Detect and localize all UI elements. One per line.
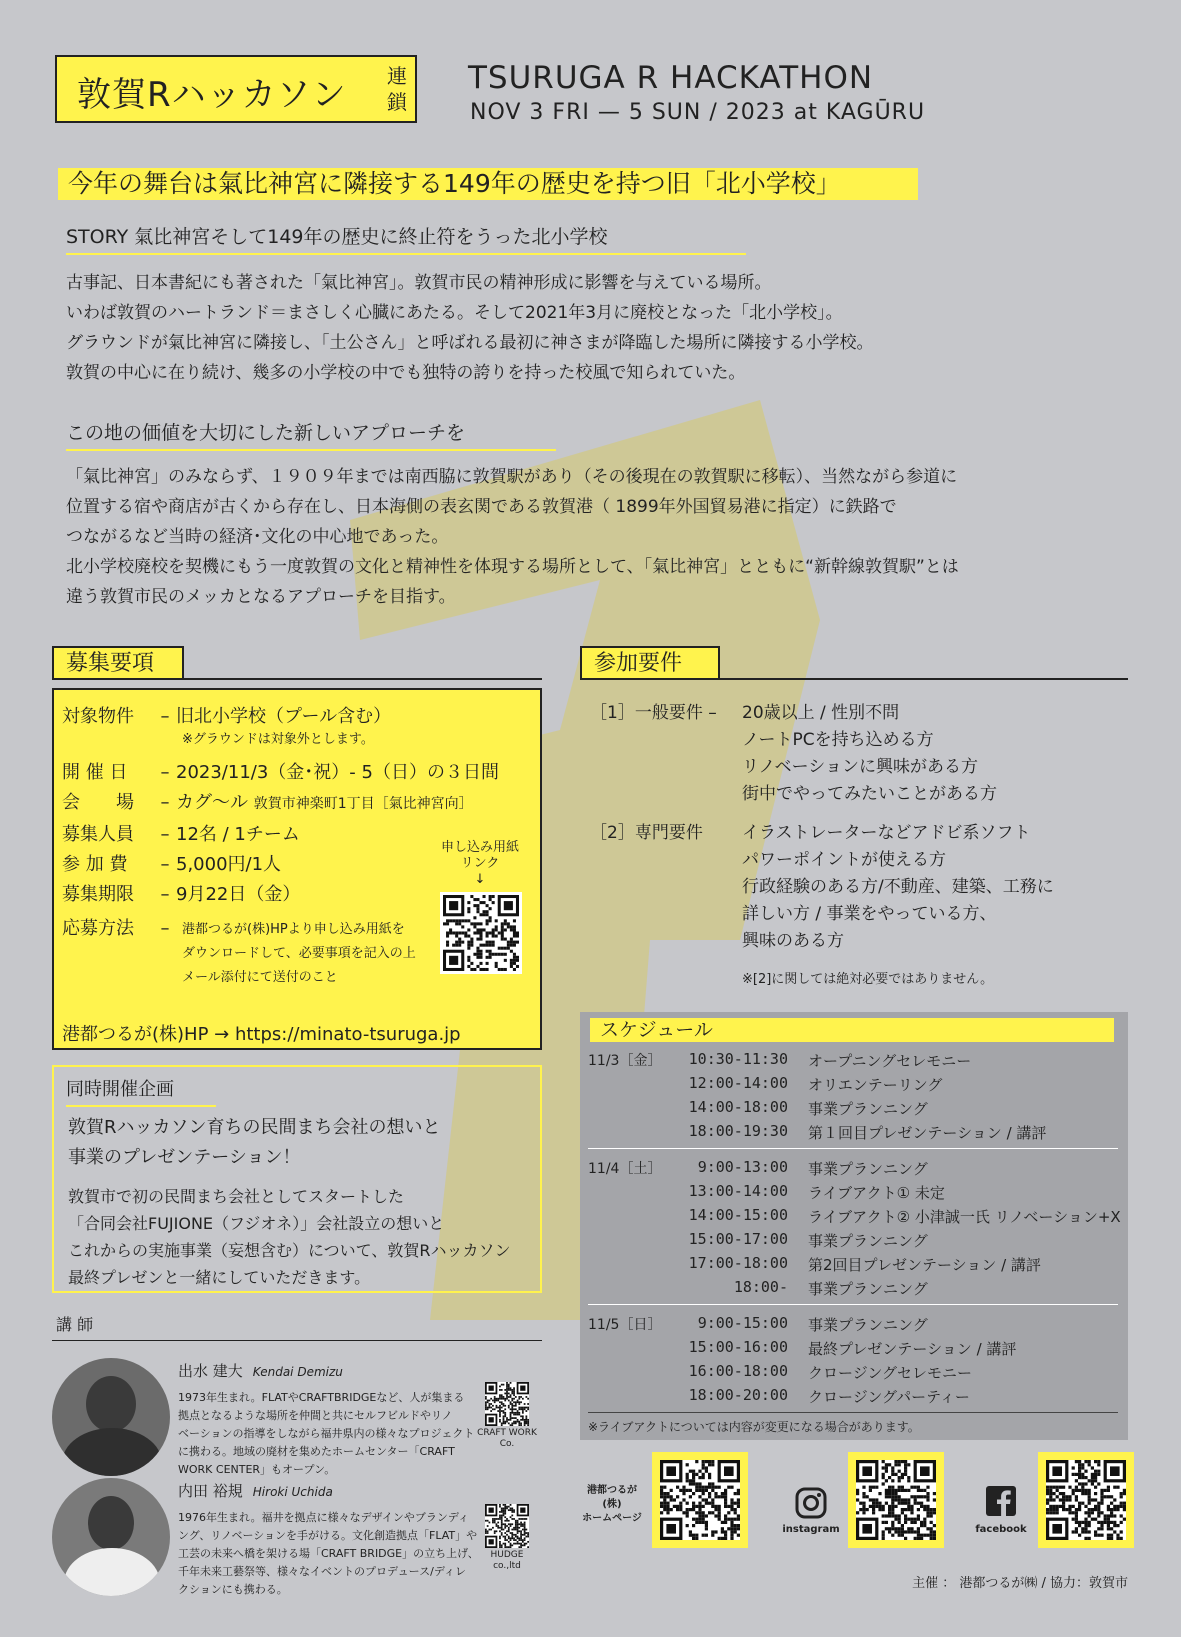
boshu-rule xyxy=(52,678,542,680)
special-requirements-list xyxy=(742,820,1054,955)
approach-line: つながるなど当時の経済･文化の中心地であった。 xyxy=(66,527,449,547)
row-dash: – xyxy=(160,854,170,875)
schedule-event: クロージングセレモニー xyxy=(808,1364,973,1382)
title-vertical-text: 連鎖 xyxy=(387,64,407,114)
row-key: 開 催 日 xyxy=(62,762,128,783)
lecturer-heading: 講 師 xyxy=(56,1315,94,1334)
concurrent-line: 最終プレゼンと一緒にしていただきます。 xyxy=(68,1268,371,1287)
schedule-time: 16:00-18:00 xyxy=(688,1362,788,1380)
boshu-row-date xyxy=(62,758,499,784)
apply-line: 港都つるが(株)HPより申し込み用紙を xyxy=(182,922,405,937)
row-key: 募集期限 xyxy=(62,884,134,905)
row-value: 12名 / 1チーム xyxy=(176,824,300,845)
req-dash: – xyxy=(708,703,717,723)
row-dash: – xyxy=(160,918,170,939)
schedule-time: 9:00-13:00 xyxy=(697,1158,788,1176)
row-value: カグ～ル xyxy=(176,792,248,813)
qr-label-line: Co. xyxy=(499,1439,515,1449)
schedule-event: オープニングセレモニー xyxy=(808,1052,972,1070)
boshu-box xyxy=(52,688,542,1050)
requirements-heading: 参加要件 xyxy=(580,646,720,680)
boshu-row-apply xyxy=(62,914,176,940)
schedule-event: 事業プランニング xyxy=(808,1160,928,1178)
schedule-event: オリエンテーリング xyxy=(808,1076,943,1094)
apply-text xyxy=(182,918,416,990)
ground-note: ※グラウンドは対象外とします。 xyxy=(182,732,374,747)
row-dash: – xyxy=(160,792,170,813)
general-requirements-list xyxy=(742,700,997,808)
row-value: 9月22日（金） xyxy=(176,884,301,905)
qr-label xyxy=(432,840,528,888)
qr-icon xyxy=(485,1504,529,1548)
lecturer-demizu xyxy=(178,1360,474,1479)
bio-line: 工芸の未来へ橋を架ける場「CRAFT BRIDGE」の立ち上げ、 xyxy=(178,1547,479,1560)
row-value: 旧北小学校（プール含む） xyxy=(176,706,392,727)
story-line: 古事記、日本書紀にも著された「氣比神宮」。敦賀市民の精神形成に影響を与えている場所。 xyxy=(66,273,772,293)
approach-heading: この地の価値を大切にした新しいアプローチを xyxy=(66,418,556,451)
concurrent-text xyxy=(68,1183,510,1291)
approach-line: 位置する宿や商店が古くから存在し、日本海側の表玄関である敦賀港（ 1899年外国貿易港に指定）に鉄路で xyxy=(66,497,897,517)
qr-label-line: 申し込み用紙 xyxy=(440,840,519,855)
hp-label-line: 港都つるが(株) xyxy=(587,1485,637,1510)
headline: 今年の舞台は氣比神宮に隣接する149年の歴史を持つ旧「北小学校」 xyxy=(58,168,918,200)
schedule-time: 10:30-11:30 xyxy=(688,1050,788,1068)
lecturer-photo-uchida xyxy=(52,1478,170,1596)
schedule-event: 事業プランニング xyxy=(808,1316,928,1334)
schedule-event: 第2回目プレゼンテーション / 講評 xyxy=(808,1256,1041,1274)
row-key: 参 加 費 xyxy=(62,854,128,875)
concurrent-box xyxy=(52,1065,542,1293)
instagram-qr-code[interactable] xyxy=(848,1452,944,1548)
schedule-time: 14:00-18:00 xyxy=(688,1098,788,1116)
row-dash: – xyxy=(160,884,170,905)
bio-line: WORK CENTER」もオープン。 xyxy=(178,1463,336,1476)
concurrent-heading: 同時開催企画 xyxy=(66,1075,216,1107)
schedule-time: 12:00-14:00 xyxy=(688,1074,788,1092)
title-box xyxy=(55,55,417,123)
req-item: リノベーションに興味がある方 xyxy=(742,757,978,777)
schedule-day: 11/4［土］ xyxy=(588,1161,662,1177)
arrow-down-icon: ↓ xyxy=(474,872,486,887)
row-dash: – xyxy=(160,706,170,727)
schedule-time: 14:00-15:00 xyxy=(688,1206,788,1224)
schedule-event: 事業プランニング xyxy=(808,1100,928,1118)
story-heading: STORY 氣比神宮そして149年の歴史に終止符をうった北小学校 xyxy=(66,222,746,255)
schedule-divider xyxy=(588,1304,1118,1305)
lecturer-name-en: Kendai Demizu xyxy=(252,1365,343,1379)
concurrent-line: 「合同会社FUJIONE（フジオネ）」会社設立の想いと xyxy=(68,1214,445,1233)
schedule-day: 11/3［金］ xyxy=(588,1053,662,1069)
qr-label-line: co.,ltd xyxy=(493,1561,521,1571)
bio-line: に携わる。地域の廃材を集めたホームセンター「CRAFT xyxy=(178,1445,455,1458)
qr-icon xyxy=(485,1382,529,1426)
schedule-time: 17:00-18:00 xyxy=(688,1254,788,1272)
row-dash: – xyxy=(160,824,170,845)
schedule-heading: スケジュール xyxy=(590,1018,1114,1042)
schedule-divider xyxy=(588,1148,1118,1149)
application-qr-code[interactable] xyxy=(440,892,522,974)
row-dash: – xyxy=(160,762,170,783)
general-requirements-label xyxy=(590,700,717,727)
boshu-row-property xyxy=(62,702,391,728)
qr-icon xyxy=(856,1460,936,1540)
boshu-row-deadline xyxy=(62,880,300,906)
req-item: 興味のある方 xyxy=(742,931,844,951)
row-key: 応募方法 xyxy=(62,918,134,939)
venue-address: 敦賀市神楽町1丁目［氣比神宮向］ xyxy=(253,796,473,812)
schedule-event: 事業プランニング xyxy=(808,1232,928,1250)
row-value: 5,000円/1人 xyxy=(176,854,282,875)
story-line: グラウンドが氣比神宮に隣接し、「土公さん」と呼ばれる最初に神さまが降臨した場所に隣接する小学校。 xyxy=(66,333,874,353)
boshu-row-capacity xyxy=(62,820,300,846)
lead-line: 敦賀Rハッカソン育ちの民間まち会社の想いと xyxy=(68,1117,441,1138)
uchida-qr-label xyxy=(470,1550,544,1572)
req-item: 20歳以上 / 性別不問 xyxy=(742,703,900,723)
hp-qr-label xyxy=(582,1484,642,1526)
special-requirements-label: ［2］専門要件 xyxy=(590,823,703,843)
schedule-time: 18:00-20:00 xyxy=(688,1386,788,1404)
schedule-time: 13:00-14:00 xyxy=(688,1182,788,1200)
row-key: 会 場 xyxy=(62,792,134,813)
bio-line: 1976年生まれ。福井を拠点に様々なデザインやブランディ xyxy=(178,1511,470,1524)
boshu-heading: 募集要項 xyxy=(52,646,184,680)
schedule-time: 15:00-17:00 xyxy=(688,1230,788,1248)
bio-line: ベーションの指導をしながら福井県内の様々なプロジェクト xyxy=(178,1427,475,1440)
lecturer-name: 出水 建大 xyxy=(178,1362,243,1380)
boshu-row-fee xyxy=(62,850,281,876)
approach-line: 違う敦賀市民のメッカとなるアプローチを目指す。 xyxy=(66,587,456,607)
schedule-time: 18:00-19:30 xyxy=(688,1122,788,1140)
apply-line: メール添付にて送付のこと xyxy=(182,970,338,985)
schedule-event: ライブアクト① 未定 xyxy=(808,1184,945,1202)
req-item: パワーポイントが使える方 xyxy=(742,850,946,870)
qr-label-line: リンク xyxy=(460,856,500,871)
bio-line: クションにも携わる。 xyxy=(178,1583,288,1596)
instagram-icon xyxy=(794,1486,828,1520)
facebook-label: facebook xyxy=(975,1524,1027,1535)
lecturer-rule xyxy=(52,1340,542,1341)
req-item: ノートPCを持ち込める方 xyxy=(742,730,934,750)
lead-line: 事業のプレゼンテーション！ xyxy=(68,1147,301,1168)
schedule-note: ※ライブアクトについては内容が変更になる場合があります。 xyxy=(588,1420,920,1434)
qr-icon xyxy=(1046,1460,1126,1540)
event-date: NOV 3 FRI — 5 SUN / 2023 at KAGŪRU xyxy=(470,100,926,125)
concurrent-line: これからの実施事業（妄想含む）について、敦賀Rハッカソン xyxy=(68,1241,511,1260)
concurrent-line: 敦賀市で初の民間まち会社としてスタートした xyxy=(68,1187,405,1206)
schedule-event: 最終プレゼンテーション / 講評 xyxy=(808,1340,1017,1358)
apply-line: ダウンロードして、必要事項を記入の上 xyxy=(182,946,416,961)
row-value: 2023/11/3（金･祝）- 5（日）の３日間 xyxy=(176,762,499,783)
schedule-event: 第１回目プレゼンテーション / 講評 xyxy=(808,1124,1047,1142)
req-item: 詳しい方 / 事業をやっている方、 xyxy=(742,904,997,924)
schedule-event: クロージングパーティー xyxy=(808,1388,970,1406)
qr-label-line: CRAFT WORK xyxy=(477,1428,537,1438)
company-hp-link[interactable]: 港都つるが(株)HP → https://minato-tsuruga.jp xyxy=(62,1024,461,1045)
requirements-note: ※[2]に関しては絶対必要ではありません。 xyxy=(742,972,994,987)
schedule-event: 事業プランニング xyxy=(808,1280,928,1298)
main-title: 敦賀Rハッカソン xyxy=(77,75,347,115)
story-line: いわば敦賀のハートランド＝まさしく心臓にあたる。そして2021年3月に廃校となった「北小学校」。 xyxy=(66,303,843,323)
uchida-qr-code[interactable] xyxy=(485,1504,529,1548)
req-item: 街中でやってみたいことがある方 xyxy=(742,784,997,804)
bio-line: 拠点となるような場所を仲間と共にセルフビルドやリノ xyxy=(178,1409,453,1422)
row-key: 募集人員 xyxy=(62,824,134,845)
instagram-label: instagram xyxy=(782,1524,840,1535)
req-label: ［1］一般要件 xyxy=(590,703,703,723)
lecturer-photo-demizu xyxy=(52,1358,170,1476)
bio-line: 1973年生まれ。FLATやCRAFTBRIDGEなど、人が集まる xyxy=(178,1391,465,1404)
concurrent-lead xyxy=(68,1113,441,1173)
qr-icon xyxy=(660,1460,740,1540)
lecturer-uchida xyxy=(178,1480,479,1599)
schedule-day: 11/5［日］ xyxy=(588,1317,662,1333)
facebook-icon xyxy=(986,1486,1016,1516)
schedule-time: 9:00-15:00 xyxy=(697,1314,788,1332)
req-item: 行政経験のある方/不動産、建築、工務に xyxy=(742,877,1054,897)
story-line: 敦賀の中心に在り続け、幾多の小学校の中でも独特の誇りを持った校風で知られていた。 xyxy=(66,363,746,383)
boshu-row-venue xyxy=(62,788,473,814)
approach-text xyxy=(66,462,1146,612)
row-key: 対象物件 xyxy=(62,706,134,727)
schedule-box xyxy=(580,1012,1128,1440)
schedule-divider xyxy=(588,1412,1118,1413)
hp-qr-code[interactable] xyxy=(652,1452,748,1548)
demizu-qr-label xyxy=(470,1428,544,1450)
bio-line: ング、リノベーションを手がける。文化創造拠点「FLAT」や xyxy=(178,1529,478,1542)
lecturer-name: 内田 裕規 xyxy=(178,1482,243,1500)
req-item: イラストレーターなどアドビ系ソフト xyxy=(742,823,1031,843)
bio-line: 千年未来工藝祭等、様々なイベントのプロデュース/ディレ xyxy=(178,1565,466,1578)
lecturer-name-en: Hiroki Uchida xyxy=(252,1485,333,1499)
facebook-qr-code[interactable] xyxy=(1038,1452,1134,1548)
credit-text: 主催 ： 港都つるが㈱ / 協力：敦賀市 xyxy=(912,1576,1128,1591)
requirements-rule xyxy=(580,678,1128,680)
approach-line: 「氣比神宮」のみならず、１９０９年までは南西脇に敦賀駅があり（その後現在の敦賀駅に移転）、当然ながら参道に xyxy=(66,467,958,487)
qr-label-line: HUDGE xyxy=(490,1550,524,1560)
demizu-qr-code[interactable] xyxy=(485,1382,529,1426)
english-title: TSURUGA R HACKATHON xyxy=(468,60,874,96)
schedule-event: ライブアクト② 小津誠一氏 リノベーション+X xyxy=(808,1208,1121,1226)
qr-icon xyxy=(443,895,519,971)
story-text xyxy=(66,268,1126,388)
hp-label-line: ホームページ xyxy=(582,1513,642,1524)
approach-line: 北小学校廃校を契機にもう一度敦賀の文化と精神性を体現する場所として、「氣比神宮」とともに“新幹線敦賀駅”とは xyxy=(66,557,959,577)
schedule-time: 15:00-16:00 xyxy=(688,1338,788,1356)
schedule-time: 18:00- xyxy=(733,1278,788,1296)
